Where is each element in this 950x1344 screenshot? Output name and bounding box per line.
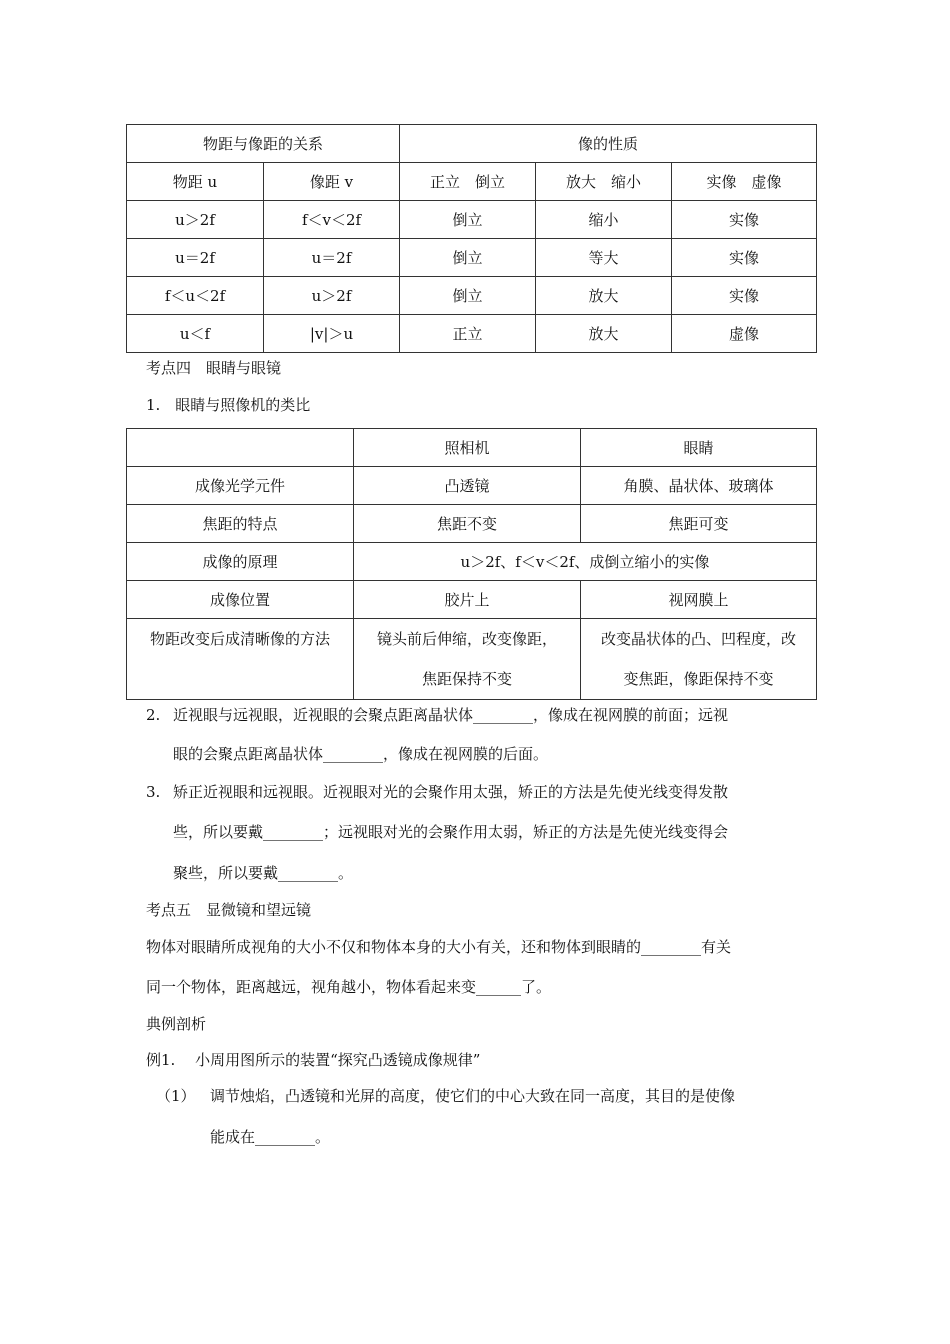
- table-cell: [354, 619, 581, 700]
- sub-question-number: （1）: [156, 1087, 196, 1105]
- subheader-cell: 实像 虚像: [672, 163, 817, 201]
- method-eye-line: 变焦距，像距保持不变: [623, 670, 774, 688]
- item-1-heading: 1. 眼睛与照像机的类比: [146, 396, 311, 414]
- method-eye-line: 改变晶状体的凸、凹程度，改: [600, 630, 796, 648]
- section-5-paragraph: 物体对眼睛所成视角的大小不仅和物体本身的大小有关，还和物体到眼睛的________有关: [146, 938, 732, 956]
- table-row: [127, 277, 817, 315]
- method-camera-line: 镜头前后伸缩，改变像距，: [376, 630, 557, 648]
- table-cell: 成像的原理: [127, 543, 354, 581]
- table-cell: 视网膜上: [581, 581, 817, 619]
- item-2-text: 眼的会聚点距离晶状体________，像成在视网膜的后面。: [173, 745, 549, 763]
- table-cell: 放大: [536, 315, 672, 353]
- table-cell: 成像位置: [127, 581, 354, 619]
- table-cell: 成像光学元件: [127, 467, 354, 505]
- table-cell: 胶片上: [354, 581, 581, 619]
- eye-camera-comparison-table: [126, 428, 817, 700]
- table-cell: [581, 619, 817, 700]
- subheader-cell: 物距 u: [127, 163, 264, 201]
- table-cell: f＜v＜2f: [264, 201, 400, 239]
- item-3-text: 些，所以要戴________；远视眼对光的会聚作用太弱，矫正的方法是先使光线变得会: [173, 823, 729, 841]
- table-cell: u＞2f、f＜v＜2f、成倒立缩小的实像: [354, 543, 817, 581]
- table-cell: 焦距不变: [354, 505, 581, 543]
- sub-question-text: 能成在________。: [210, 1128, 331, 1146]
- table-row: [127, 163, 817, 201]
- table-cell: u＞2f: [264, 277, 400, 315]
- table-cell: 角膜、晶状体、玻璃体: [581, 467, 817, 505]
- item-2-text: 近视眼与远视眼，近视眼的会聚点距离晶状体________，像成在视网膜的前面；远视: [173, 706, 729, 724]
- example-1: 例1. 小周用图所示的装置“探究凸透镜成像规律”: [146, 1051, 481, 1069]
- item-3-number: 3.: [146, 783, 161, 801]
- table-row: [127, 505, 817, 543]
- table-row: [127, 619, 817, 700]
- header-cell: [127, 429, 354, 467]
- table-cell: u＜f: [127, 315, 264, 353]
- header-object-image-distance: 物距与像距的关系: [127, 125, 400, 163]
- subheader-cell: 正立 倒立: [400, 163, 536, 201]
- table-cell: [127, 619, 354, 700]
- item-3-text: 矫正近视眼和远视眼。近视眼对光的会聚作用太强，矫正的方法是先使光线变得发散: [173, 783, 729, 801]
- table-cell: 等大: [536, 239, 672, 277]
- table-cell: 倒立: [400, 239, 536, 277]
- table-row: [127, 429, 817, 467]
- table-cell: 倒立: [400, 201, 536, 239]
- header-cell: 眼睛: [581, 429, 817, 467]
- table-cell: |v|＞u: [264, 315, 400, 353]
- table-cell: 虚像: [672, 315, 817, 353]
- table-row: [127, 581, 817, 619]
- section-4-title: 考点四 眼睛与眼镜: [146, 359, 282, 377]
- header-image-properties: 像的性质: [400, 125, 817, 163]
- table-cell: 缩小: [536, 201, 672, 239]
- table-cell: 凸透镜: [354, 467, 581, 505]
- item-2-number: 2.: [146, 706, 161, 724]
- table-cell: 实像: [672, 201, 817, 239]
- table-cell: 实像: [672, 239, 817, 277]
- image-properties-table: [126, 124, 817, 353]
- table-cell: 实像: [672, 277, 817, 315]
- table-cell: 焦距可变: [581, 505, 817, 543]
- table-cell: 倒立: [400, 277, 536, 315]
- subheader-cell: 放大 缩小: [536, 163, 672, 201]
- table-row: [127, 315, 817, 353]
- table-cell: f＜u＜2f: [127, 277, 264, 315]
- table-row: [127, 201, 817, 239]
- examples-title: 典例剖析: [146, 1015, 207, 1033]
- table-cell: 焦距的特点: [127, 505, 354, 543]
- method-label: 物距改变后成清晰像的方法: [149, 630, 330, 648]
- table-row: [127, 239, 817, 277]
- method-camera-line: 焦距保持不变: [421, 670, 512, 688]
- table-cell: u＝2f: [127, 239, 264, 277]
- table-cell: u＝2f: [264, 239, 400, 277]
- table-cell: u＞2f: [127, 201, 264, 239]
- table-cell: 放大: [536, 277, 672, 315]
- header-cell: 照相机: [354, 429, 581, 467]
- table-row: [127, 543, 817, 581]
- sub-question-text: 调节烛焰，凸透镜和光屏的高度，使它们的中心大致在同一高度，其目的是使像: [210, 1087, 736, 1105]
- item-3-text: 聚些，所以要戴________。: [173, 864, 354, 882]
- table-cell: 正立: [400, 315, 536, 353]
- subheader-cell: 像距 v: [264, 163, 400, 201]
- table-row: [127, 467, 817, 505]
- section-5-title: 考点五 显微镜和望远镜: [146, 901, 312, 919]
- section-5-paragraph: 同一个物体，距离越远，视角越小，物体看起来变______了。: [146, 978, 552, 996]
